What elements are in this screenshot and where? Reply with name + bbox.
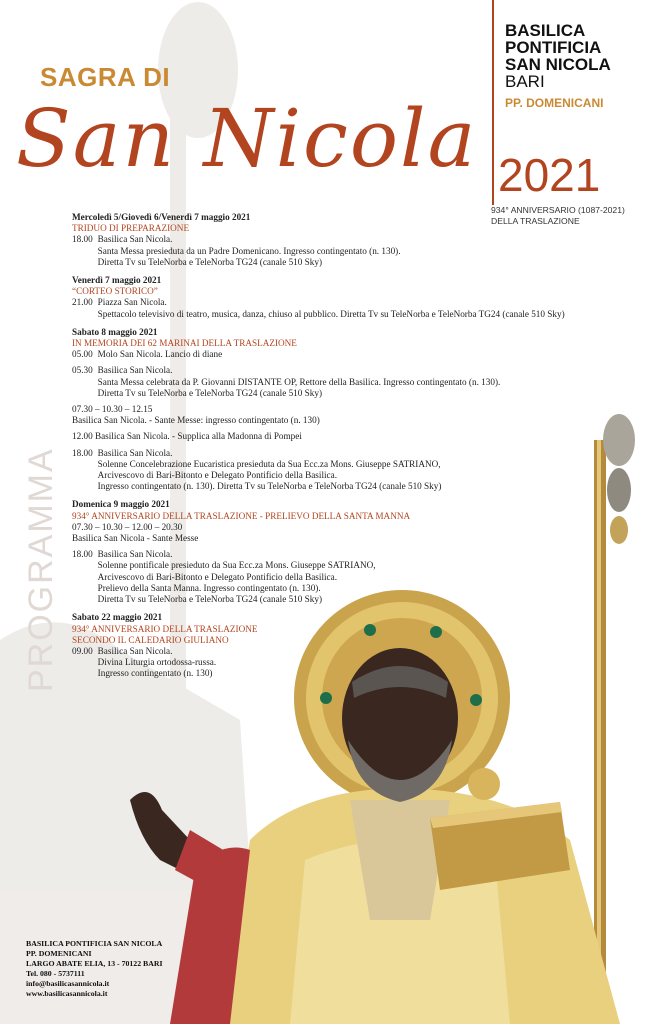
event-title-script: San Nicola (16, 92, 478, 185)
detail-line: Basilica San Nicola. - Sante Messe: ingresso contingentato (n. 130) (72, 415, 320, 426)
event-date: Mercoledì 5/Giovedì 6/Venerdì 7 maggio 2021 (72, 212, 251, 222)
detail-line: Diretta Tv su TeleNorba e TeleNorba TG24 (canale 510 Sky) (97, 387, 323, 398)
detail-line: 07.30 – 10.30 – 12.00 – 20.30 (72, 521, 183, 532)
detail-line: Molo San Nicola. Lancio di diane (97, 349, 223, 360)
schedule-time: 05.00 (72, 349, 93, 360)
schedule-item (72, 646, 652, 680)
detail-line: Basilica San Nicola - Sante Messe (72, 533, 199, 544)
detail-line: Santa Messa presieduta da un Padre Domenicano. Ingresso contingentato (n. 130). (97, 245, 401, 256)
schedule-time: 21.00 (72, 297, 93, 308)
contact-phone: Tel. 080 - 5737111 (26, 969, 85, 978)
event-date: Venerdì 7 maggio 2021 (72, 275, 162, 286)
schedule-item (72, 404, 652, 426)
basilica-order: PP. DOMENICANI (505, 96, 604, 110)
contact-block (26, 939, 256, 999)
detail-line: Ingresso contingentato (n. 130). Diretta Tv su TeleNorba e TeleNorba TG24 (canale 510 Sky) (97, 481, 442, 492)
schedule-details (98, 349, 652, 360)
schedule-details (98, 448, 652, 493)
contact-address: LARGO ABATE ELIA, 13 - 70122 BARI (26, 959, 163, 968)
schedule-details (98, 365, 652, 399)
event-heading: TRIDUO DI PREPARAZIONE (72, 223, 190, 234)
schedule-details (98, 646, 652, 680)
detail-line: Spettacolo televisivo di teatro, musica, danza, chiuso al pubblico. Diretta Tv su TeleNorba e TeleNorba TG24 (canale 510 Sky) (97, 308, 565, 319)
side-label-programma: PROGRAMMA (22, 447, 60, 692)
detail-line: Arcivescovo di Bari-Bitonto e Delegato Pontificio della Basilica. (97, 470, 337, 481)
event-heading: 934° ANNIVERSARIO DELLA TRASLAZIONE - PRELIEVO DELLA SANTA MANNA (72, 510, 411, 521)
contact-order: PP. DOMENICANI (26, 949, 92, 958)
schedule-time: 09.00 (72, 645, 93, 656)
detail-line: Santa Messa celebrata da P. Giovanni DISTANTE OP, Rettore della Basilica. Ingresso contingentato (n. 130). (97, 376, 501, 387)
header-divider (492, 0, 494, 205)
event-date: Domenica 9 maggio 2021 (72, 499, 170, 510)
event-heading: 934° ANNIVERSARIO DELLA TRASLAZIONE (72, 623, 258, 634)
schedule-details (98, 297, 652, 319)
schedule-details (98, 234, 652, 268)
anniversary-line-2: DELLA TRASLAZIONE (491, 216, 580, 226)
schedule-time: 05.30 (72, 365, 93, 376)
detail-line: Prelievo della Santa Manna. Ingresso contingentato (n. 130). (97, 582, 321, 593)
contact-name: BASILICA PONTIFICIA SAN NICOLA (26, 939, 163, 948)
event-heading: “CORTEO STORICO” (72, 286, 158, 297)
detail-line: Solenne pontificale presieduto da Sua Ecc.za Mons. Giuseppe SATRIANO, (97, 560, 376, 571)
detail-line: Basilica San Nicola. (97, 365, 173, 376)
event-date: Sabato 8 maggio 2021 (72, 326, 158, 337)
basilica-line-1: BASILICA (505, 21, 586, 40)
detail-line: Basilica San Nicola. (97, 549, 173, 560)
schedule-item (72, 349, 652, 360)
schedule-item (72, 297, 652, 319)
schedule-time: 18.00 (72, 234, 93, 245)
basilica-logo-text (505, 22, 655, 110)
program-event (72, 499, 652, 605)
detail-line: Diretta Tv su TeleNorba e TeleNorba TG24 (canale 510 Sky) (97, 256, 323, 267)
schedule-time: 18.00 (72, 447, 93, 458)
program-event (72, 612, 652, 679)
detail-line: Ingresso contingentato (n. 130) (97, 668, 213, 679)
program-event (72, 212, 652, 268)
anniversary-line-1: 934° ANNIVERSARIO (1087-2021) (491, 205, 625, 215)
detail-line: Diretta Tv su TeleNorba e TeleNorba TG24 (canale 510 Sky) (97, 594, 323, 605)
schedule-item (72, 522, 652, 544)
detail-line: 07.30 – 10.30 – 12.15 (72, 404, 153, 415)
detail-line: Basilica San Nicola. (97, 234, 173, 245)
program-event (72, 275, 652, 320)
detail-line: Solenne Concelebrazione Eucaristica presieduta da Sua Ecc.za Mons. Giuseppe SATRIANO, (97, 458, 441, 469)
basilica-city: BARI (505, 72, 545, 91)
program-list (72, 212, 652, 687)
basilica-line-2: PONTIFICIA (505, 38, 602, 57)
event-heading: IN MEMORIA DEI 62 MARINAI DELLA TRASLAZIONE (72, 338, 297, 349)
detail-line: Divina Liturgia ortodossa-russa. (97, 657, 217, 668)
schedule-item (72, 448, 652, 493)
contact-website-link[interactable]: www.basilicasannicola.it (26, 989, 108, 998)
schedule-item (72, 549, 652, 605)
schedule-time: 18.00 (72, 549, 93, 560)
detail-line: 12.00 Basilica San Nicola. - Supplica alla Madonna di Pompei (72, 431, 302, 442)
detail-line: Basilica San Nicola. (97, 645, 173, 656)
program-event (72, 327, 652, 493)
detail-line: Arcivescovo di Bari-Bitonto e Delegato Pontificio della Basilica. (97, 571, 337, 582)
event-heading-line-2: SECONDO IL CALEDARIO GIULIANO (72, 634, 229, 645)
schedule-item (72, 431, 652, 442)
schedule-details (98, 549, 652, 605)
event-kicker: SAGRA DI (40, 62, 171, 92)
detail-line: Piazza San Nicola. (97, 297, 167, 308)
basilica-line-3: SAN NICOLA (505, 55, 611, 74)
schedule-item (72, 365, 652, 399)
event-date: Sabato 22 maggio 2021 (72, 612, 163, 623)
event-year: 2021 (498, 149, 601, 201)
contact-email-link[interactable]: info@basilicasannicola.it (26, 979, 110, 988)
schedule-item (72, 234, 652, 268)
detail-line: Basilica San Nicola. (97, 447, 173, 458)
